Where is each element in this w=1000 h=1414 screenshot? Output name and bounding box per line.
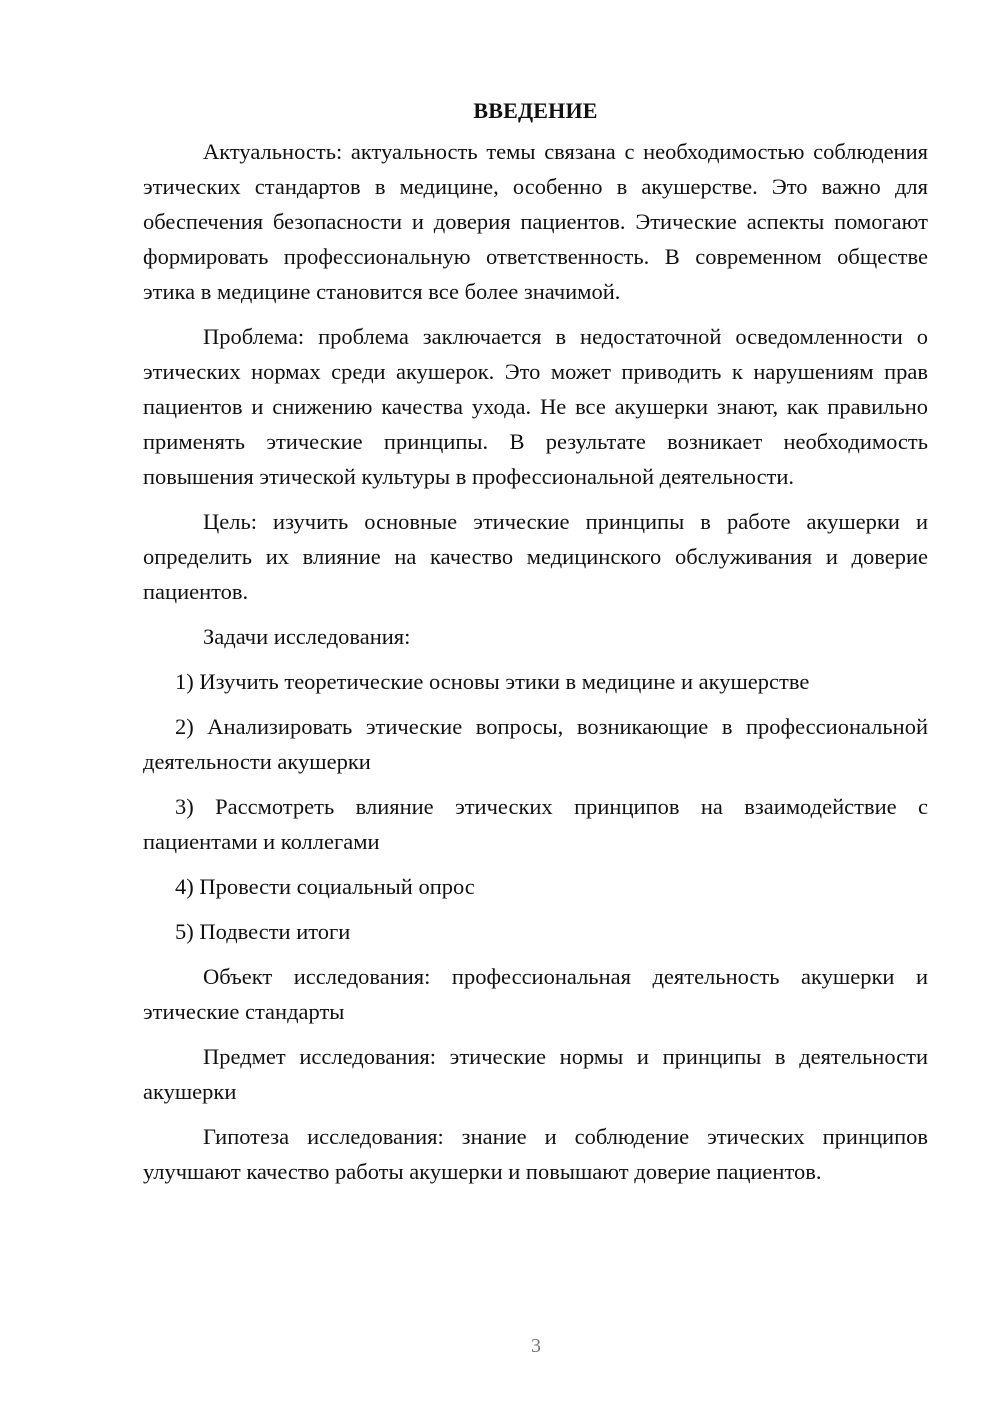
task-item-3: 3) Рассмотреть влияние этических принципов на взаимодействие с пациентами и коллегами [143,794,928,854]
page-title: ВВЕДЕНИЕ [473,98,598,123]
paragraph-goal: Цель: изучить основные этические принципы в работе акушерки и определить их влияние на качество медицинского обслуживания и доверие пациентов. [143,509,928,604]
page-body [143,96,928,1199]
paragraph-subject: Предмет исследования: этические нормы и принципы в деятельности акушерки [143,1044,928,1104]
paragraph-object: Объект исследования: профессиональная деятельность акушерки и этические стандарты [143,964,928,1024]
paragraph-tasks-heading: Задачи исследования: [203,624,411,649]
page-number: 3 [531,1335,541,1357]
paragraph-problem: Проблема: проблема заключается в недостаточной осведомленности о этических нормах среди акушерок. Это может приводить к нарушениям прав пациентов и снижению качества ухода. Не все акушерки знают, как правильно применять этические принципы. В результате возникает необходимость повышения этической культуры в профессиональной деятельности. [143,324,928,489]
task-item-4: 4) Провести социальный опрос [175,874,475,899]
task-item-5: 5) Подвести итоги [175,919,351,944]
task-item-1: 1) Изучить теоретические основы этики в медицине и акушерстве [175,669,810,694]
paragraph-relevance: Актуальность: актуальность темы связана с необходимостью соблюдения этических стандартов в медицине, особенно в акушерстве. Это важно для обеспечения безопасности и доверия пациентов. Этические аспекты помогают формировать профессиональную ответственность. В современном обществе этика в медицине становится все более значимой. [143,139,928,304]
task-item-2: 2) Анализировать этические вопросы, возникающие в профессиональной деятельности акушерки [143,714,928,774]
paragraph-hypothesis: Гипотеза исследования: знание и соблюдение этических принципов улучшают качество работы акушерки и повышают доверие пациентов. [143,1124,928,1184]
